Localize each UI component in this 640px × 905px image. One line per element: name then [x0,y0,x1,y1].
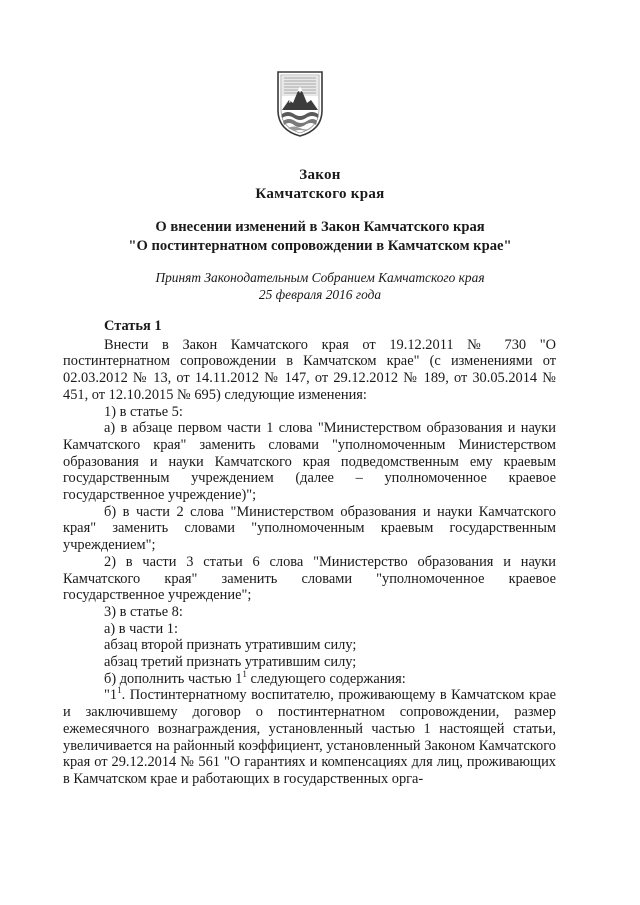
law-title-region: Камчатского края [255,186,385,202]
law-body [63,318,556,788]
paragraph-intro: Внести в Закон Камчатского края от 19.12.2011 № 730 "О постинтернатном сопровождении в Камчатском крае" (с изменениями от 02.03.2012 № 13, от 14.11.2012 № 147, от 29.12.2012 № 189, от 30.05.2014 № 451, от 12.10.2015 № 695) следующие изменения: [63,336,556,403]
new-part-text: . Постинтернатному воспитателю, проживающему в Камчатском крае и заключившему договор о постинтернатном сопровождении, размер ежемесячного вознаграждения, установленный частью 1 настоящей статьи, увеличивается на районный коэффициент, установленный Законом Камчатского края от 29.12.2014 № 561 "О гарантиях и компенсациях для лиц, проживающих в Камчатском крае и работающих в государственных орга- [63,687,556,787]
paragraph-abzac-3: абзац третий признать утратившим силу; [104,654,357,671]
kamchatka-coat-of-arms-icon [276,70,324,138]
superscript: 1 [117,685,122,696]
paragraph-new-part [63,687,556,787]
new-part-number: "1 [104,687,118,704]
adoption-note [60,269,580,303]
law-subject [60,218,580,256]
paragraph-item-3: 3) в статье 8: [104,603,183,620]
superscript: 1 [242,668,247,679]
paragraph-item-3a: а) в части 1: [104,620,178,637]
article-heading: Статья 1 [104,318,162,334]
adoption-body: Принят Законодательным Собранием Камчатского края [155,270,485,285]
law-title [60,166,580,204]
paragraph-item-2: 2) в части 3 статьи 6 слова "Министерство образования и науки Камчатского края" заменить словами "уполномоченное краевое государственное учреждение"; [63,553,556,604]
paragraph-item-3b [63,668,556,688]
paragraph-abzac-2: абзац второй признать утратившим силу; [104,637,357,654]
adoption-date: 25 февраля 2016 года [258,287,382,302]
law-title-line: Закон [299,167,341,183]
paragraph-item-1: 1) в статье 5: [104,403,183,420]
item-3b-text-end: следующего содержания: [246,670,406,687]
law-subject-line2: "О постинтернатном сопровождении в Камчатском крае" [128,238,512,254]
item-3b-text: б) дополнить частью 1 [104,670,243,687]
law-subject-line1: О внесении изменений в Закон Камчатского края [155,219,485,235]
paragraph-item-1b: б) в части 2 слова "Министерством образования и науки Камчатского края" заменить словами "уполномоченным краевым государственным учреждением"; [63,503,556,554]
paragraph-item-1a: а) в абзаце первом части 1 слова "Министерством образования и науки Камчатского края" заменить словами "уполномоченным Министерством образования и науки Камчатского края подведомственным ему краевым государственным учреждением (далее – уполномоченное краевое государственное учреждение)"; [63,420,556,504]
